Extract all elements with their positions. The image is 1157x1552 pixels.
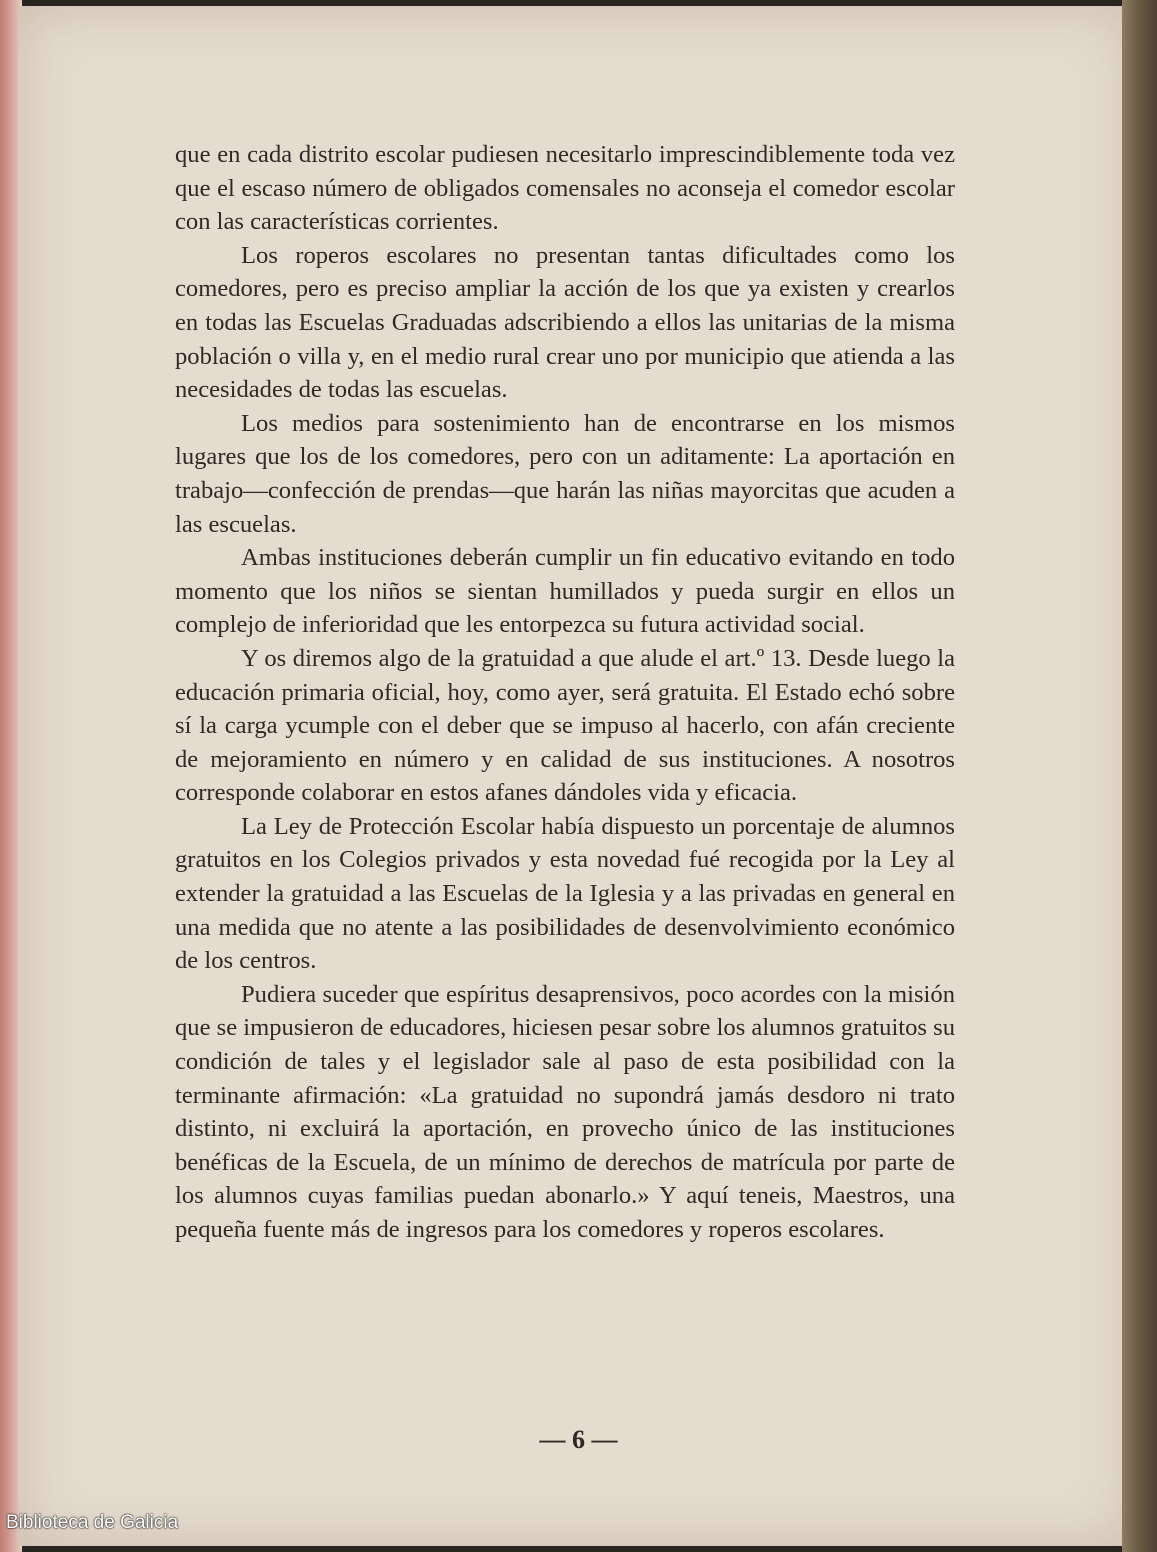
book-spine: [1122, 0, 1157, 1552]
paragraph: que en cada distrito escolar pudiesen necesitarlo imprescindiblemente toda vez que el escaso número de obligados comensales no aconseja el comedor escolar con las características corrientes.: [175, 141, 955, 236]
paragraph: Los medios para sostenimiento han de encontrarse en los mismos lugares que los de los comedores, pero con un aditamente: La aportación en trabajo—confección de prendas—que harán las niñas mayorcitas que acuden a las escuelas.: [175, 409, 955, 538]
page-number: — 6 —: [539, 1425, 618, 1454]
paragraph: Y os diremos algo de la gratuidad a que alude el art.º 13. Desde luego la educación primaria oficial, hoy, como ayer, será gratuita. El Estado echó sobre sí la carga ycumple con el deber que se impuso al hacerlo, con afán creciente de mejoramiento en número y en calidad de sus instituciones. A nosotros corresponde colaborar en estos afanes dándoles vida y eficacia.: [175, 644, 955, 807]
paragraph: La Ley de Protección Escolar había dispuesto un porcentaje de alumnos gratuitos en los Colegios privados y esta novedad fué recogida por la Ley al extender la gratuidad a las Escuelas de la Iglesia y a las privadas en general en una medida que no atente a las posibilidades de desenvolvimiento económico de los centros.: [175, 812, 955, 975]
body-text: [175, 138, 955, 1247]
library-watermark: Biblioteca de Galicia: [6, 1512, 179, 1533]
paragraph: Ambas instituciones deberán cumplir un fin educativo evitando en todo momento que los niños se sientan humillados y pueda surgir en ellos un complejo de inferioridad que les entorpezca su futura actividad social.: [175, 544, 955, 639]
paragraph: Pudiera suceder que espíritus desaprensivos, poco acordes con la misión que se impusieron de educadores, hiciesen pesar sobre los alumnos gratuitos su condición de tales y el legislador sale al paso de esta posibilidad con la terminante afirmación: «La gratuidad no supondrá jamás desdoro ni trato distinto, ni excluirá la aportación, en provecho único de las instituciones benéficas de la Escuela, de un mínimo de derechos de matrícula por parte de los alumnos cuyas familias puedan abonarlo.» Y aquí teneis, Maestros, una pequeña fuente más de ingresos para los comedores y roperos escolares.: [175, 980, 955, 1243]
paragraph: Los roperos escolares no presentan tantas dificultades como los comedores, pero es preciso ampliar la acción de los que ya existen y crearlos en todas las Escuelas Graduadas adscribiendo a ellos las unitarias de la misma población o villa y, en el medio rural crear uno por municipio que atienda a las necesidades de todas las escuelas.: [175, 241, 955, 404]
